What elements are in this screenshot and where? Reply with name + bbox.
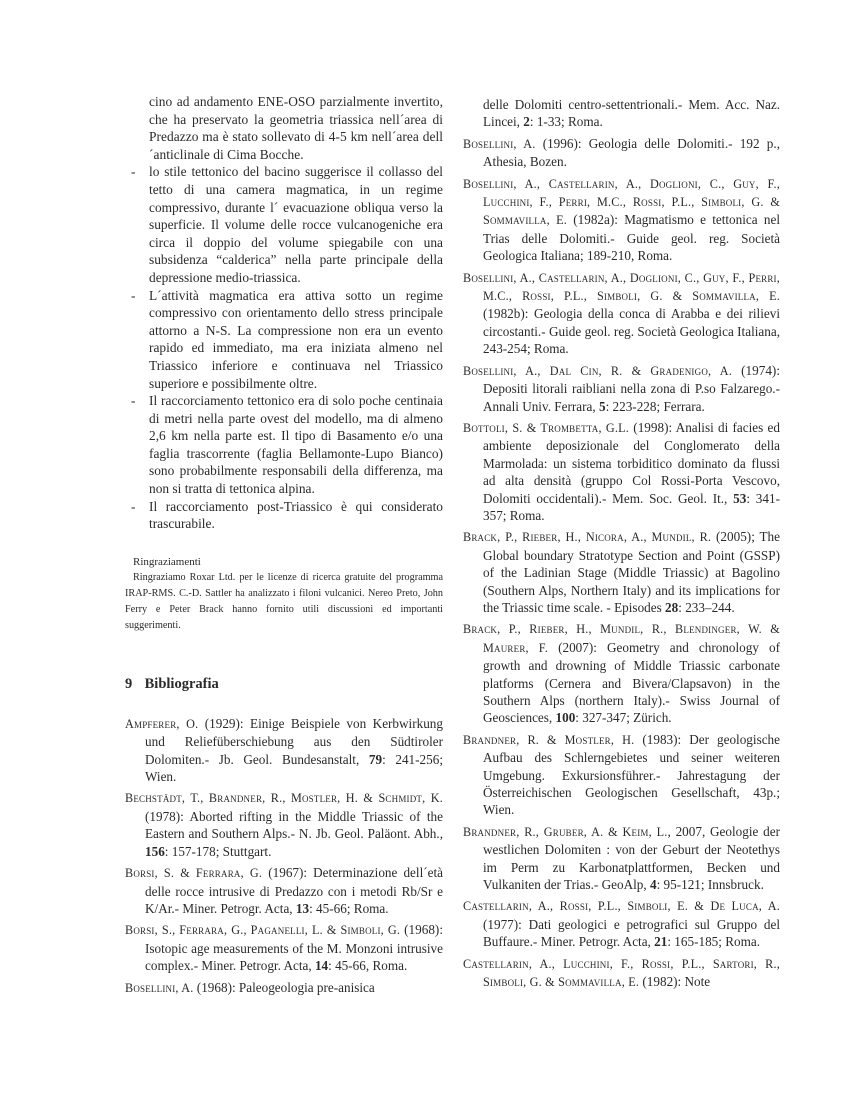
bibliography-list-left [125, 715, 443, 997]
reference-authors: Ampferer, O. [125, 716, 199, 731]
reference-text: (1982b): Geologia della conca di Arabba e dei rilievi circostanti.- Guide geol. reg. Società Geologica Italiana, 243-254; Roma. [483, 306, 780, 357]
list-item-text: Il raccorciamento post-Triassico è qui considerato trascurabile. [149, 498, 443, 532]
reference-text: (1967): Determinazione dell´età delle rocce intrusive di Predazzo con i metodi Rb/Sr e K/Ar.- Miner. Petrogr. Acta, [145, 865, 443, 916]
reference-authors: Bosellini, A. [125, 980, 194, 995]
reference-continuation [463, 96, 780, 131]
reference-item [463, 362, 780, 415]
reference-item [125, 715, 443, 786]
reference-text: (1978): Aborted rifting in the Middle Triassic of the Eastern and Southern Alps.- N. Jb. Geol. Paläont. Abh., [145, 808, 443, 842]
reference-volume: 100 [555, 710, 576, 726]
reference-authors: Bottoli, S. & Trombetta, G.L. [463, 420, 630, 435]
reference-item [463, 175, 780, 265]
section-number: 9 [125, 675, 133, 692]
right-column [463, 96, 780, 996]
reference-item [125, 921, 443, 974]
list-item-text: L´attività magmatica era attiva sotto un regime compressivo con orientamento dello stress principale attorno a N-S. La compressione non era un evento rapido ed immediato, ma era iniziata almeno nel Triassico inferiore e continuava nel Triassico superiore e possibilmente oltre. [149, 287, 443, 391]
reference-item [463, 897, 780, 950]
reference-authors: Borsi, S. & Ferrara, G. [125, 866, 263, 881]
reference-volume: 21 [654, 934, 668, 950]
bullet-dash: - [131, 164, 136, 180]
reference-authors: Bechstädt, T., Brandner, R., Mostler, H. & Schmidt, K. [125, 791, 443, 806]
reference-text: (1977): Dati geologici e petrografici sul Gruppo del Buffaure.- Miner. Petrogr. Acta, [483, 916, 780, 950]
reference-authors: Brack, P., Rieber, H., Nicora, A., Mundil, R. [463, 530, 712, 545]
bullet-dash: - [131, 498, 136, 514]
reference-item [463, 419, 780, 524]
reference-item [463, 528, 780, 616]
reference-text: (1998): Analisi di facies ed ambiente deposizionale del Conglomerato della Marmolada: un sistema torbiditico dominato da flussi ad alta densità (gruppo Col Rossi-Porta Vescovo, Dolomiti occidentali).- Mem. Soc. Geol. It., [483, 419, 780, 506]
list-item-text: lo stile tettonico del bacino suggerisce il collasso del tetto di una camera magmatica, in un regime compressivo, durante l´ evacuazione obliqua verso la superficie. Il volume delle rocce vulcanogeniche era circa il doppio del volume spiegabile con una subsidenza “calderica” nella parte principale della depressione medio-triassica. [149, 164, 443, 285]
reference-text: (1982a): Magmatismo e tettonica nel Trias delle Dolomiti.- Guide geol. reg. Società Geologica Italiana; 189-210, Roma. [483, 212, 781, 264]
acknowledgements-title: Ringraziamenti [133, 555, 201, 568]
reference-authors: Brack, P., Rieber, H., Mundil, R., Blendinger, W. & Maurer, F. [463, 622, 780, 655]
section-heading [125, 676, 443, 693]
bibliography-list-right [463, 96, 780, 992]
bullet-dash: - [131, 393, 136, 409]
reference-pages: : 341-357; Roma. [483, 490, 780, 523]
list-item [125, 163, 443, 286]
reference-volume: 53 [733, 490, 747, 506]
list-item [125, 392, 443, 498]
reference-text: (2007): Geometry and chronology of growth and drowning of Middle Triassic carbonate platforms (Cernera and Bivera/Clapsavon) in the Southern Alps (northern Italy).- Swiss Journal of Geosciences, [483, 639, 780, 726]
reference-text: (1929): Einige Beispiele von Kerbwirkung und Reliefüberschiebung aus den Südtiroler Dolomiten.- Jb. Geol. Bundesanstalt, [145, 715, 443, 767]
reference-volume: 2 [523, 114, 530, 130]
acknowledgements-text: Ringraziamo Roxar Ltd. per le licenze di ricerca gratuite del programma IRAP-RMS. C.-D. Sattler ha analizzato i filoni vulcanici. Nereo Preto, John Ferry e Peter Brack hanno fornito utili discussioni ed importanti suggerimenti. [125, 571, 443, 631]
reference-item [463, 135, 780, 171]
intro-paragraph: cino ad andamento ENE-OSO parzialmente invertito, che ha preservato la geometria triassica nell´area di Predazzo ma è stato sollevato di 4-5 km nell´area dell´anticlinale di Cima Bocche. [149, 94, 443, 162]
reference-item [463, 269, 780, 358]
reference-authors: Borsi, S., Ferrara, G., Paganelli, L. & Simboli, G. [125, 923, 401, 938]
reference-text: (1983): Der geologische Aufbau des Schlerngebietes und seiner weiteren Umgebung. Exkursionsführer.- Jahrestagung der Österreichischen Geologischen Gesellschaft, 43p.; Wien. [483, 731, 780, 818]
list-item [125, 498, 443, 533]
bullet-dash: - [131, 287, 136, 303]
reference-authors: Bosellini, A., Castellarin, A., Doglioni, C., Guy, F., Lucchini, F., Perri, M.C., Rossi, P.L., Simboli, G. & Sommavilla, E. [463, 176, 780, 228]
reference-pages: : 241-256; Wien. [145, 751, 443, 785]
reference-authors: Bosellini, A. [463, 136, 536, 151]
reference-item [463, 731, 780, 819]
left-column [125, 93, 443, 1001]
reference-authors: Brandner, R. & Mostler, H. [463, 732, 635, 747]
reference-text: delle Dolomiti centro-settentrionali.- Mem. Acc. Naz. Lincei, [483, 97, 780, 130]
reference-pages: : 327-347; Zürich. [575, 710, 672, 726]
reference-item [125, 789, 443, 860]
reference-text: (1996): Geologia delle Dolomiti.- 192 p., Athesia, Bozen. [483, 135, 780, 170]
reference-authors: Castellarin, A., Rossi, P.L., Simboli, E. & De Luca, A. [463, 899, 780, 914]
reference-volume: 13 [295, 900, 310, 916]
reference-item [125, 979, 443, 997]
reference-volume: 156 [145, 843, 165, 859]
reference-authors: Brandner, R., Gruber, A. & Keim, L. [463, 824, 668, 839]
reference-volume: 28 [665, 599, 679, 615]
reference-volume: 79 [368, 751, 383, 767]
list-item [125, 287, 443, 393]
reference-text: (2005); The Global boundary Stratotype Section and Point (GSSP) of the Ladinian Stage (Middle Triassic) at Bagolino (Southern Alps, Northern Italy) and its implications for the Triassic time scale. - Episodes [483, 529, 780, 615]
reference-text: (1968): Isotopic age measurements of the M. Monzoni intrusive complex.- Miner. Petrogr. Acta, [145, 922, 443, 974]
reference-text: (1974): Depositi litorali raibliani nella zona di P.so Falzarego.- Annali Univ. Ferrara, [483, 362, 780, 414]
conclusion-list [125, 163, 443, 532]
reference-text: (1968): Paleogeologia pre-anisica [193, 979, 375, 995]
reference-pages: : 233–244. [678, 599, 735, 615]
reference-item [463, 955, 780, 992]
reference-pages: : 223-228; Ferrara. [605, 398, 705, 414]
reference-item [125, 864, 443, 917]
list-item-text: Il raccorciamento tettonico era di solo poche centinaia di metri nella parte ovest del modello, ma di almeno 2,6 km nella parte est. Il tipo di Basamento e/o una faglia trascorrente (faglia Bellamonte-Lupo Bianco) sono probabilmente responsabili della differenza, ma non si tratta di tettonica alpina. [149, 393, 443, 497]
reference-text: (1982): Note [639, 974, 711, 990]
reference-pages: : 45-66, Roma. [328, 958, 408, 974]
reference-text: , 2007, Geologie der westlichen Dolomiten : von der Geburt der Neotethys im Perm zu Karbonatplattformen, Becken und Vulkaniten der Trias.- GeoAlp, [483, 823, 780, 893]
reference-authors: Bosellini, A., Castellarin, A., Doglioni, C., Guy, F., Perri, M.C., Rossi, P.L., Simboli, G. & Sommavilla, E. [463, 270, 780, 304]
reference-pages: : 95-121; Innsbruck. [656, 877, 764, 893]
reference-pages: : 165-185; Roma. [667, 934, 761, 950]
reference-authors: Bosellini, A., Dal Cin, R. & Gradenigo, A. [463, 363, 732, 378]
reference-authors: Castellarin, A., Lucchini, F., Rossi, P.L., Sartori, R., Simboli, G. & Sommavilla, E. [463, 956, 780, 990]
reference-volume: 4 [649, 877, 657, 893]
reference-item [463, 620, 780, 726]
reference-pages: : 45-66; Roma. [309, 900, 389, 916]
section-title: Bibliografia [144, 675, 219, 692]
reference-pages: : 1-33; Roma. [529, 114, 603, 130]
reference-pages: : 157-178; Stuttgart. [164, 843, 272, 859]
reference-volume: 14 [314, 958, 329, 974]
reference-volume: 5 [598, 398, 606, 414]
reference-item [463, 823, 780, 894]
